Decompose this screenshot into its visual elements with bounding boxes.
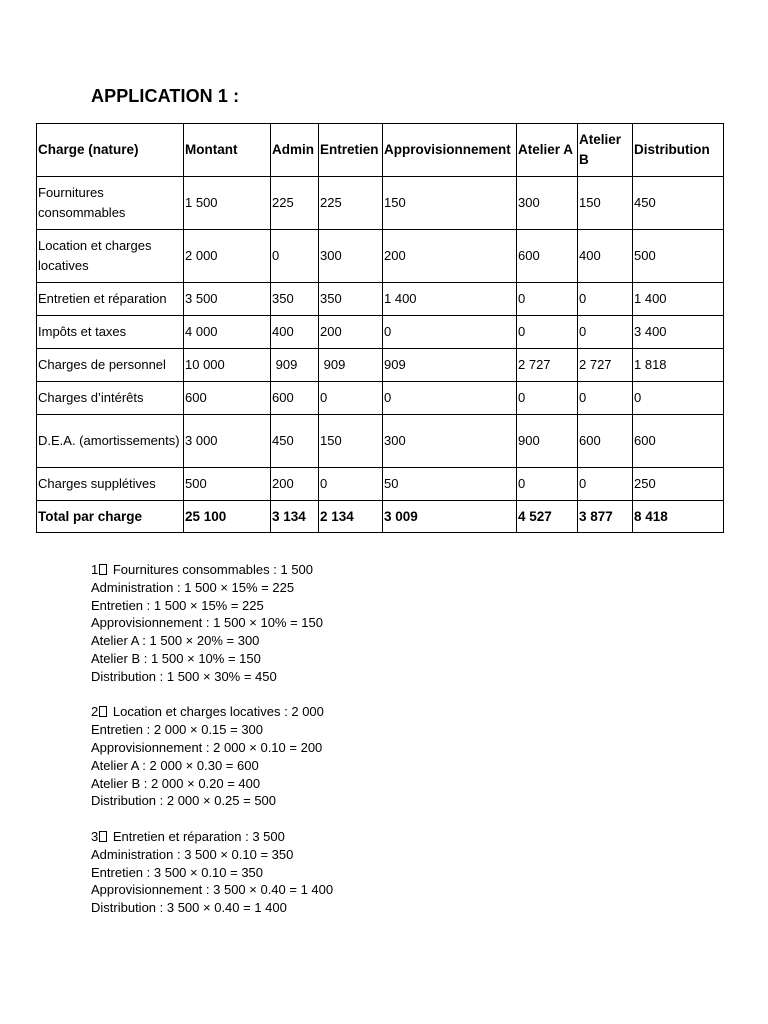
calculation-notes — [91, 561, 333, 935]
note-line: Administration : 1 500 × 15% = 225 — [91, 579, 295, 595]
table-row — [37, 468, 724, 501]
cell-distribution: 1 400 — [633, 283, 724, 316]
cell-montant: 10 000 — [184, 349, 271, 382]
cell-atelier-b: 0 — [578, 468, 633, 501]
cell-distribution: 0 — [633, 382, 724, 415]
cell-montant: 600 — [184, 382, 271, 415]
cell-atelier-b: 0 — [578, 283, 633, 316]
note-line: Distribution : 3 500 × 0.40 = 1 400 — [91, 900, 287, 916]
cell-distribution: 500 — [633, 230, 724, 283]
cell-entretien: 300 — [319, 230, 383, 283]
cell-admin: 350 — [271, 283, 319, 316]
cell-atelier-b: 2 727 — [578, 349, 633, 382]
cell-admin: 450 — [271, 415, 319, 468]
cell-approvisionnement: 50 — [383, 468, 517, 501]
cell-charge: Impôts et taxes — [37, 316, 184, 349]
cell-atelier-b: 600 — [578, 415, 633, 468]
header-atelier-b: Atelier B — [578, 124, 633, 177]
cell-montant: 1 500 — [184, 177, 271, 230]
cell-approvisionnement: 0 — [383, 382, 517, 415]
cell-distribution: 600 — [633, 415, 724, 468]
missing-glyph-icon — [99, 831, 107, 842]
cell-entretien: 200 — [319, 316, 383, 349]
cell-atelier-a: 300 — [517, 177, 578, 230]
table-row — [37, 230, 724, 283]
cell-charge: Entretien et réparation — [37, 283, 184, 316]
cell-approvisionnement: 200 — [383, 230, 517, 283]
note-line: Entretien : 1 500 × 15% = 225 — [91, 597, 264, 613]
cell-admin: 400 — [271, 316, 319, 349]
note-heading — [91, 703, 333, 721]
cell-charge: Charges d’intérêts — [37, 382, 184, 415]
cell-admin: 200 — [271, 468, 319, 501]
cell-approvisionnement: 1 400 — [383, 283, 517, 316]
cell-atelier-a: 2 727 — [517, 349, 578, 382]
missing-glyph-icon — [99, 564, 107, 575]
note-line: Entretien : 2 000 × 0.15 = 300 — [91, 722, 264, 738]
cell-atelier-a: 0 — [517, 382, 578, 415]
cell-entretien: 350 — [319, 283, 383, 316]
cell-admin: 225 — [271, 177, 319, 230]
table-row — [37, 415, 724, 468]
header-charge: Charge (nature) — [37, 124, 184, 177]
note-line: Atelier B : 2 000 × 0.20 = 400 — [91, 775, 261, 791]
header-entretien: Entretien — [319, 124, 383, 177]
cell-approvisionnement: 0 — [383, 316, 517, 349]
cell-admin: 600 — [271, 382, 319, 415]
cell-approvisionnement: 150 — [383, 177, 517, 230]
page-title: APPLICATION 1 : — [91, 86, 240, 106]
cell-atelier-b: 150 — [578, 177, 633, 230]
cell-atelier-a: 900 — [517, 415, 578, 468]
note-heading-text: Location et charges locatives : 2 000 — [112, 704, 324, 720]
table-header-row — [37, 124, 724, 177]
note-heading-text: Fournitures consommables : 1 500 — [112, 562, 314, 577]
cell-atelier-b: 0 — [578, 382, 633, 415]
note-heading — [91, 828, 333, 846]
cell-distribution: 1 818 — [633, 349, 724, 382]
table-row — [37, 349, 724, 382]
cell-montant: 3 500 — [184, 283, 271, 316]
note-line: Atelier B : 1 500 × 10% = 150 — [91, 650, 261, 666]
cell-atelier-a: 0 — [517, 283, 578, 316]
cell-charge: Charges de personnel — [37, 349, 184, 382]
header-approvisionnement: Approvisionnement — [383, 124, 517, 177]
cell-montant: 3 000 — [184, 415, 271, 468]
cell-entretien: 909 — [319, 349, 383, 382]
note-line: Atelier A : 1 500 × 20% = 300 — [91, 633, 260, 649]
table-row — [37, 177, 724, 230]
note-block — [91, 561, 333, 686]
cell-montant: 500 — [184, 468, 271, 501]
cell-atelier-b: 400 — [578, 230, 633, 283]
header-distribution: Distribution — [633, 124, 724, 177]
cell-montant: 4 000 — [184, 316, 271, 349]
header-montant: Montant — [184, 124, 271, 177]
note-number: 3 — [91, 828, 99, 844]
total-atelier-b: 3 877 — [578, 501, 633, 533]
table-row — [37, 283, 724, 316]
total-montant: 25 100 — [184, 501, 271, 533]
header-atelier-a: Atelier A — [517, 124, 578, 177]
cell-entretien: 225 — [319, 177, 383, 230]
note-number: 1 — [91, 562, 99, 577]
note-line: Approvisionnement : 3 500 × 0.40 = 1 400 — [91, 882, 334, 898]
cell-distribution: 3 400 — [633, 316, 724, 349]
cell-atelier-b: 0 — [578, 316, 633, 349]
cell-charge: Location et charges locatives — [37, 230, 184, 283]
total-admin: 3 134 — [271, 501, 319, 533]
cell-charge: D.E.A. (amortissements) — [37, 415, 184, 468]
cell-atelier-a: 0 — [517, 316, 578, 349]
cell-approvisionnement: 300 — [383, 415, 517, 468]
note-line: Distribution : 2 000 × 0.25 = 500 — [91, 793, 277, 809]
charges-table — [36, 123, 724, 533]
note-heading-text: Entretien et réparation : 3 500 — [112, 828, 285, 844]
total-label: Total par charge — [37, 501, 184, 533]
cell-admin: 909 — [271, 349, 319, 382]
note-line: Administration : 3 500 × 0.10 = 350 — [91, 846, 294, 862]
cell-atelier-a: 0 — [517, 468, 578, 501]
note-line: Entretien : 3 500 × 0.10 = 350 — [91, 864, 264, 880]
total-atelier-a: 4 527 — [517, 501, 578, 533]
cell-charge: Fournitures consommables — [37, 177, 184, 230]
cell-admin: 0 — [271, 230, 319, 283]
note-line: Approvisionnement : 2 000 × 0.10 = 200 — [91, 739, 323, 755]
cell-atelier-a: 600 — [517, 230, 578, 283]
header-admin: Admin — [271, 124, 319, 177]
note-block — [91, 703, 333, 810]
total-approvisionnement: 3 009 — [383, 501, 517, 533]
cell-entretien: 0 — [319, 468, 383, 501]
note-block — [91, 828, 333, 917]
table-total-row — [37, 501, 724, 533]
note-line: Distribution : 1 500 × 30% = 450 — [91, 668, 277, 684]
note-heading — [91, 561, 333, 579]
cell-approvisionnement: 909 — [383, 349, 517, 382]
cell-montant: 2 000 — [184, 230, 271, 283]
table-row — [37, 382, 724, 415]
cell-charge: Charges supplétives — [37, 468, 184, 501]
total-distribution: 8 418 — [633, 501, 724, 533]
missing-glyph-icon — [99, 706, 107, 717]
note-line: Atelier A : 2 000 × 0.30 = 600 — [91, 757, 259, 773]
total-entretien: 2 134 — [319, 501, 383, 533]
cell-distribution: 450 — [633, 177, 724, 230]
cell-entretien: 150 — [319, 415, 383, 468]
note-number: 2 — [91, 704, 99, 720]
cell-entretien: 0 — [319, 382, 383, 415]
cell-distribution: 250 — [633, 468, 724, 501]
table-row — [37, 316, 724, 349]
note-line: Approvisionnement : 1 500 × 10% = 150 — [91, 615, 323, 631]
